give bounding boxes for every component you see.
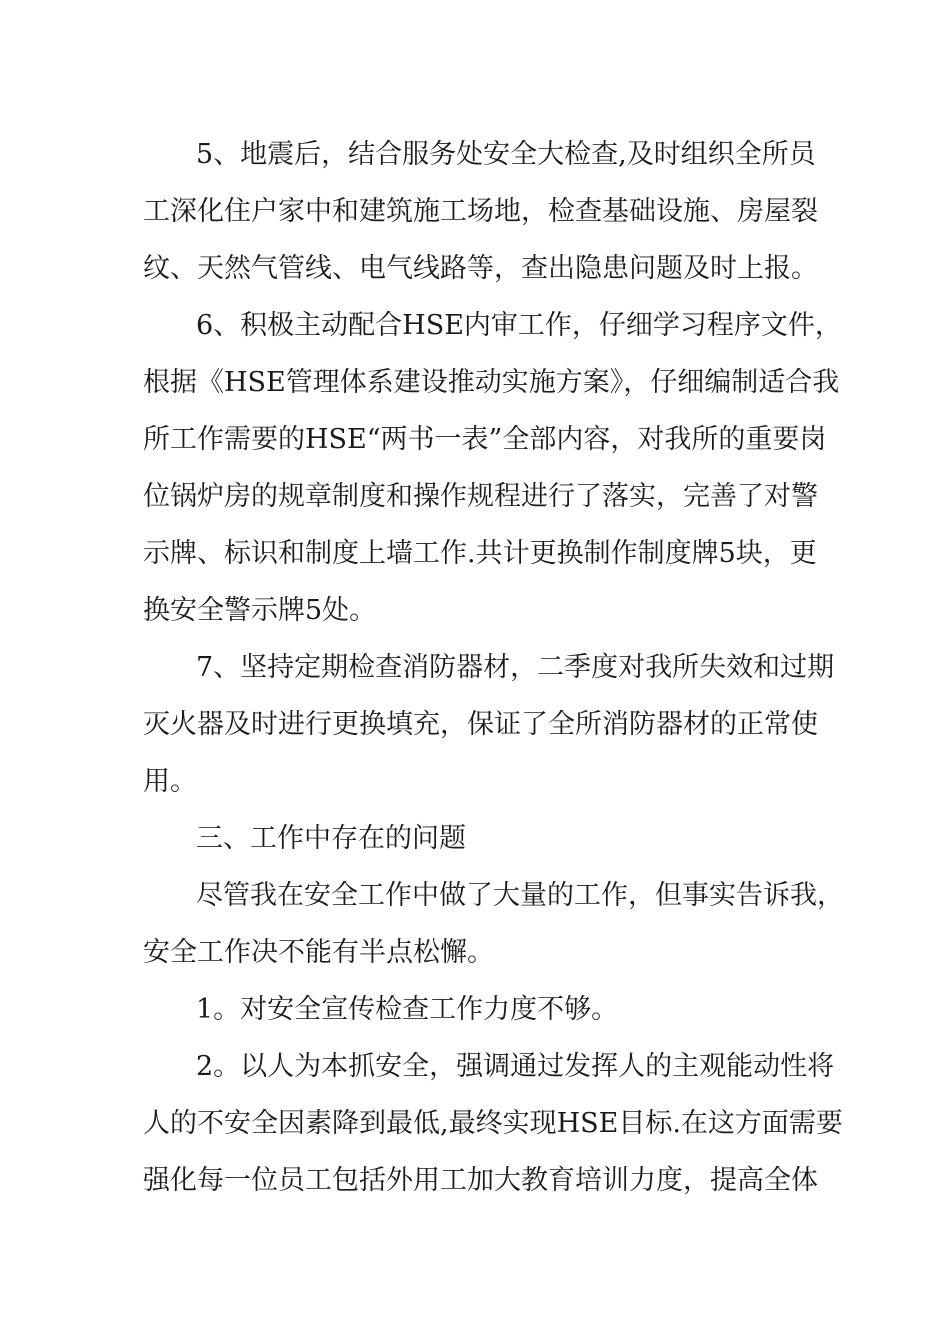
intro-paragraph-line-2: 安全工作决不能有半点松懈。 <box>143 937 494 968</box>
problem-2-line-3: 强化每一位员工包括外用工加大教育培训力度，提高全体 <box>143 1165 818 1196</box>
paragraph-5-line-2: 工深化住户家中和建筑施工场地，检查基础设施、房屋裂 <box>143 196 818 227</box>
paragraph-7-line-1: 7、坚持定期检查消防器材，二季度对我所失效和过期 <box>196 652 835 683</box>
problem-1: 1。对安全宣传检查工作力度不够。 <box>196 994 619 1025</box>
paragraph-6-line-5: 示牌、标识和制度上墙工作.共计更换制作制度牌5块，更 <box>143 538 817 569</box>
paragraph-6-line-3: 所工作需要的HSE“两书一表”全部内容，对我所的重要岗 <box>143 424 827 455</box>
paragraph-5-line-1: 5、地震后，结合服务处安全大检查,及时组织全所员 <box>196 139 816 170</box>
paragraph-6-line-2: 根据《HSE管理体系建设推动实施方案》，仔细编制适合我 <box>143 367 840 398</box>
intro-paragraph-line-1: 尽管我在安全工作中做了大量的工作，但事实告诉我， <box>196 880 844 911</box>
paragraph-6-line-1: 6、积极主动配合HSE内审工作，仔细学习程序文件， <box>196 310 842 341</box>
problem-2-line-2: 人的不安全因素降到最低,最终实现HSE目标.在这方面需要 <box>143 1108 843 1139</box>
paragraph-7-line-3: 用。 <box>143 766 197 797</box>
paragraph-7-line-2: 灭火器及时进行更换填充，保证了全所消防器材的正常使 <box>143 709 818 740</box>
paragraph-6-line-4: 位锅炉房的规章制度和操作规程进行了落实，完善了对警 <box>143 481 818 512</box>
problem-2-line-1: 2。以人为本抓安全，强调通过发挥人的主观能动性将 <box>196 1051 835 1082</box>
paragraph-5-line-3: 纹、天然气管线、电气线路等，查出隐患问题及时上报。 <box>143 253 818 284</box>
section-heading-problems: 三、工作中存在的问题 <box>196 823 466 854</box>
paragraph-6-line-6: 换安全警示牌5处。 <box>143 595 377 626</box>
